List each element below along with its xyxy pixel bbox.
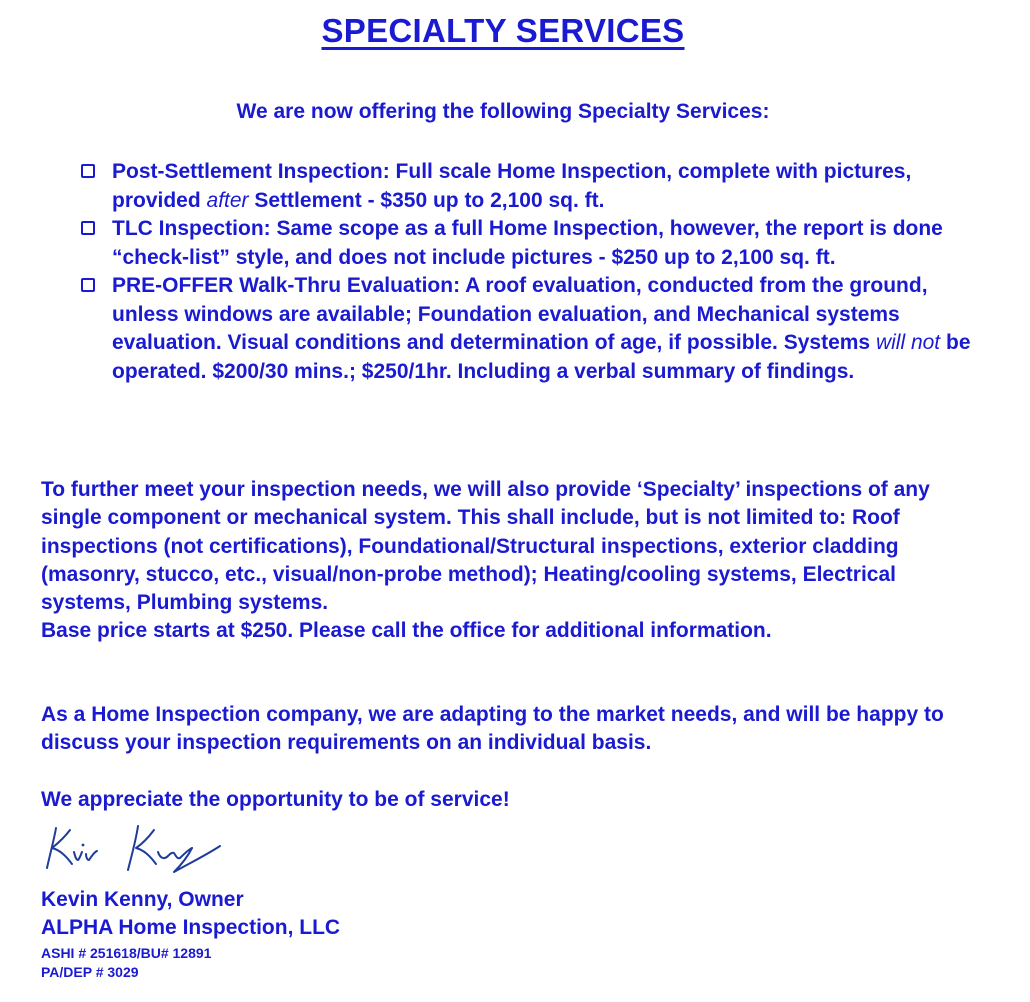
- service-description-end: be operated. $200/30 mins.; $250/1hr. Including a verbal summary of findings.: [112, 331, 971, 383]
- service-name: Post-Settlement Inspection:: [112, 160, 390, 183]
- service-emphasis: after: [206, 188, 249, 212]
- base-price-text: Base price starts at $250. Please call the office for additional information.: [41, 619, 772, 643]
- service-description: Same scope as a full Home Inspection, however, the report is done “check-list” style, and does not include pictures - $250 up to 2,100 sq. ft.: [112, 217, 943, 269]
- company-name: ALPHA Home Inspection, LLC: [41, 916, 341, 939]
- service-description-end: Settlement - $350 up to 2,100 sq. ft.: [248, 188, 605, 212]
- license-ashi: ASHI # 251618/BU# 12891: [41, 945, 212, 961]
- appreciation-text: We appreciate the opportunity to be of service!: [41, 788, 510, 811]
- service-emphasis: will not: [875, 331, 941, 354]
- owner-name: Kevin Kenny, Owner: [41, 888, 244, 911]
- page-title: SPECIALTY SERVICES: [321, 12, 685, 49]
- specialty-text: To further meet your inspection needs, we will also provide ‘Specialty’ inspections of any single component or mechanical system. This shall include, but is not limited to: Roof inspections (not certifications), Foundational/Structural inspections, exterior cladding (masonry, stucco, etc., visual/non-probe method); Heating/cooling systems, Electrical systems, Plumbing systems.: [41, 478, 930, 615]
- checkbox-icon: [81, 278, 95, 292]
- checkbox-icon: [81, 164, 95, 178]
- service-item-post-settlement: [80, 158, 980, 215]
- license-pa-dep: PA/DEP # 3029: [41, 964, 139, 980]
- adapting-paragraph: As a Home Inspection company, we are adapting to the market needs, and will be happy to discuss your inspection requirements on an individual basis.: [41, 703, 944, 755]
- specialty-paragraph: [41, 476, 981, 646]
- service-name: PRE-OFFER Walk-Thru Evaluation:: [112, 274, 461, 297]
- service-item-pre-offer: [80, 272, 980, 386]
- service-description: A roof evaluation, conducted from the ground, unless windows are available; Foundation evaluation, and Mechanical systems evaluation. Visual conditions and determination of age, if possible. Systems: [112, 274, 928, 354]
- services-list: [80, 158, 980, 386]
- signature-image: [42, 818, 222, 878]
- service-description: Full scale Home Inspection, complete with pictures, provided: [112, 160, 912, 212]
- service-name: TLC Inspection:: [112, 217, 271, 240]
- service-item-tlc: [80, 215, 980, 272]
- intro-text: We are now offering the following Specialty Services:: [236, 100, 770, 123]
- checkbox-icon: [81, 221, 95, 235]
